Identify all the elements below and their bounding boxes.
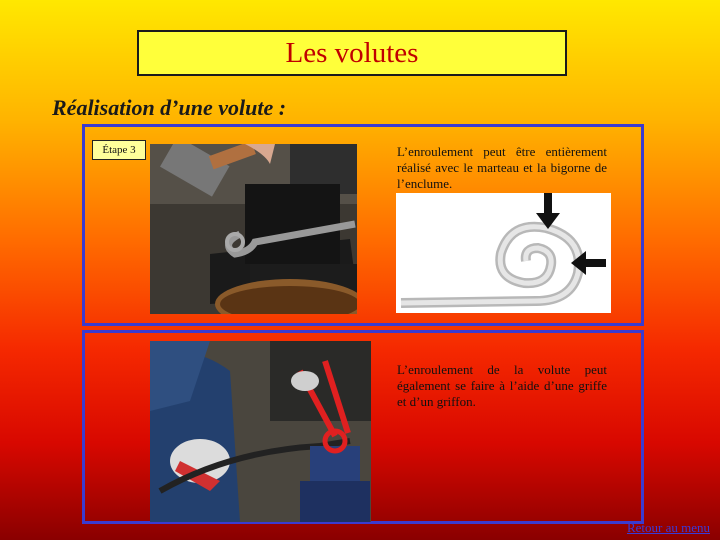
scroll-diagram [396, 193, 611, 313]
section-subtitle: Réalisation d’une volute : [52, 95, 287, 120]
hammer-anvil-photo [150, 144, 357, 314]
page-title: Les volutes [285, 36, 419, 69]
back-to-menu-link[interactable]: Retour au menu [626, 520, 710, 535]
step-label: Étape 3 [92, 140, 146, 160]
gripper-photo [150, 341, 371, 522]
title-box [137, 30, 567, 76]
hammer-method-text: L’enroulement peut être entièrement réalisé avec le marteau et la bigorne de l’enclume. [397, 144, 607, 191]
gripper-method-text: L’enroulement de la volute peut également se faire à l’aide d’une griffe et d’un griffon. [397, 362, 607, 409]
